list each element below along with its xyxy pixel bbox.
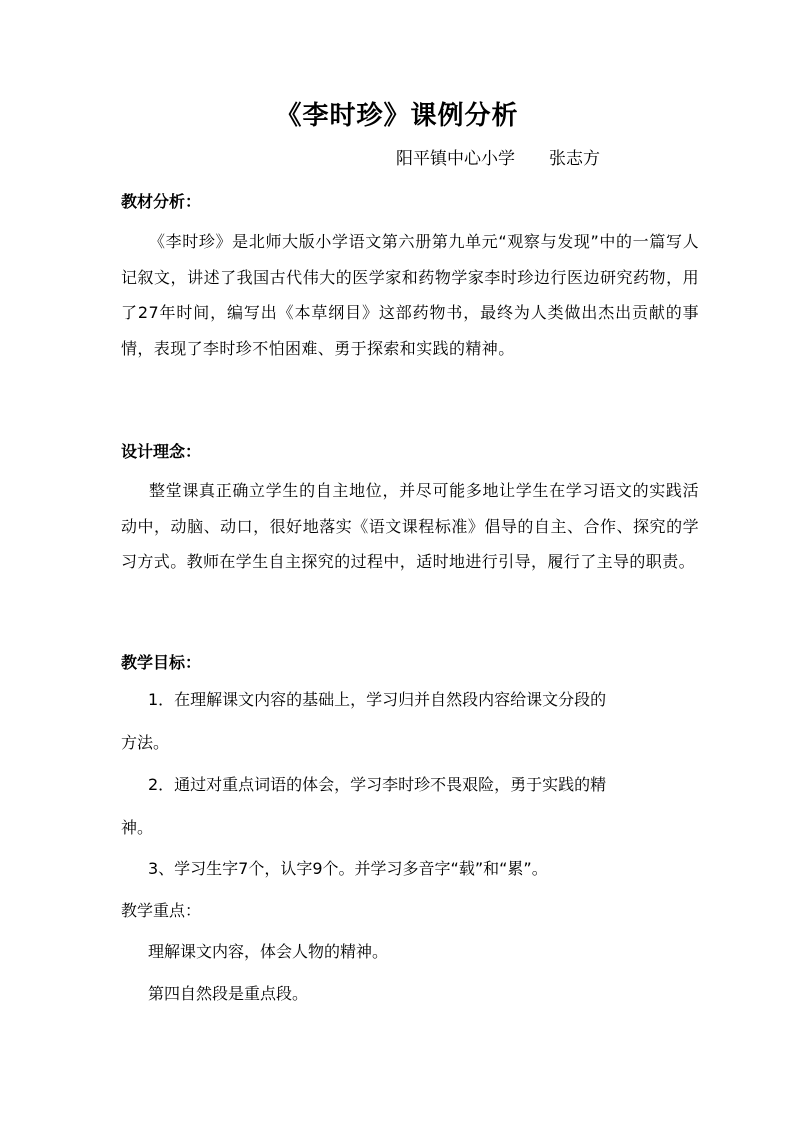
goal-2-line-1: 2．通过对重点词语的体会，学习李时珍不畏艰险，勇于实践的精 [148, 775, 607, 794]
materials-paragraph: 《李时珍》是北师大版小学语文第六册第九单元“观察与发现”中的一篇写人记叙文，讲述了我国古代伟大的医学家和药物学家李时珍边行医边研究药物，用了27年时间，编写出《本草纲目》这部药物书，最终为人类做出杰出贡献的事情，表现了李时珍不怕困难、勇于探索和实践的精神。 [121, 232, 699, 358]
author-school: 阳平镇中心小学 [396, 149, 515, 169]
author-line [396, 146, 600, 172]
author-name: 张志方 [549, 149, 600, 169]
design-heading: 设计理念： [121, 442, 202, 461]
focus-item-2: 第四自然段是重点段。 [148, 984, 309, 1003]
focus-item-1: 理解课文内容，体会人物的精神。 [148, 942, 389, 961]
goals-heading: 教学目标： [121, 653, 202, 672]
design-paragraph: 整堂课真正确立学生的自主地位，并尽可能多地让学生在学习语文的实践活动中，动脑、动口，很好地落实《语文课程标准》倡导的自主、合作、探究的学习方式。教师在学生自主探究的过程中，适时地进行引导，履行了主导的职责。 [121, 481, 699, 571]
document-title: 《李时珍》课例分析 [275, 101, 519, 131]
goal-3: 3、学习生字7个，认字9个。并学习多音字“载”和“累”。 [148, 859, 548, 878]
goal-1-line-1: 1．在理解课文内容的基础上，学习归并自然段内容给课文分段的 [148, 690, 607, 709]
materials-heading: 教材分析： [121, 192, 202, 211]
goal-2-line-2: 神。 [121, 818, 154, 837]
goal-1-line-2: 方法。 [121, 733, 170, 752]
focus-heading: 教学重点： [121, 901, 202, 920]
